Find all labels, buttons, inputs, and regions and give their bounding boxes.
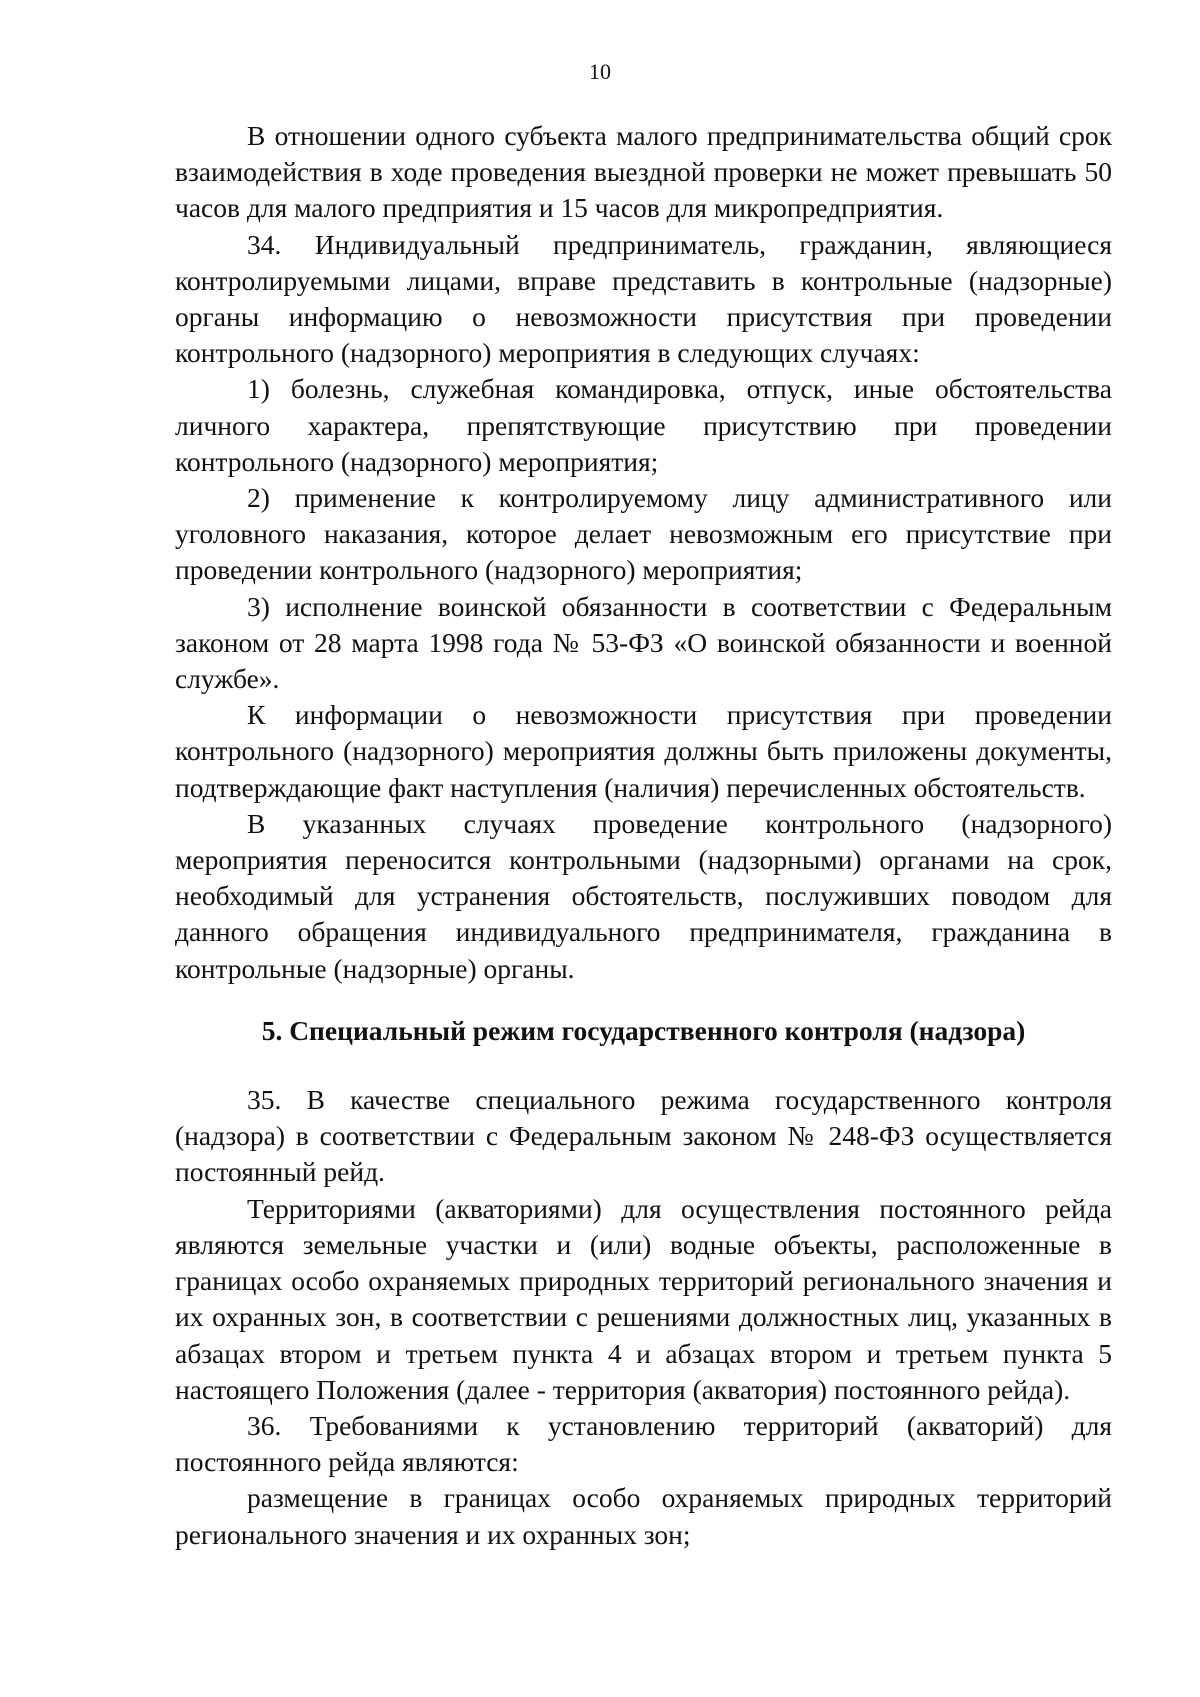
list-item-1: 1) болезнь, служебная командировка, отпуск, иные обстоятельства личного характера, препятствующие присутствию при проведении контрольного (надзорного) мероприятия;	[175, 373, 1112, 477]
paragraph-36: 36. Требованиями к установлению территорий (акваторий) для постоянного рейда являются:	[175, 1409, 1112, 1478]
document-body	[175, 118, 1112, 1553]
paragraph-34: 34. Индивидуальный предприниматель, гражданин, являющиеся контролируемыми лицами, вправе представить в контрольные (надзорные) органы информацию о невозможности присутствия при проведении контрольного (надзорного) мероприятия в следующих случаях:	[175, 228, 1112, 369]
paragraph-placement-requirement: размещение в границах особо охраняемых природных территорий регионального значения и их охранных зон;	[175, 1482, 1112, 1550]
paragraph-contact-time-limit: В отношении одного субъекта малого предпринимательства общий срок взаимодействия в ходе проведения выездной проверки не может превышать 50 часов для малого предприятия и 15 часов для микропредприятия.	[175, 120, 1112, 224]
section-title: 5. Специальный режим государственного контроля (надзора)	[261, 1014, 1026, 1046]
paragraph-territories: Территориями (акваториями) для осуществления постоянного рейда являются земельные участки и (или) водные объекты, расположенные в границах особо охраняемых природных территорий регионального значения и их охранных зон, в соответствии с решениями должностных лиц, указанных в абзацах втором и третьем пункта 4 и абзацах втором и третьем пункта 5 настоящего Положения (далее - территория (акватория) постоянного рейда).	[175, 1192, 1112, 1405]
page-number: 10	[589, 59, 611, 84]
paragraph-postponement: В указанных случаях проведение контрольного (надзорного) мероприятия переносится контрольными (надзорными) органами на срок, необходимый для устранения обстоятельств, послуживших поводом для данного обращения индивидуального предпринимателя, гражданина в контрольные (надзорные) органы.	[175, 807, 1112, 984]
paragraph-documents: К информации о невозможности присутствия при проведении контрольного (надзорного) мероприятия должны быть приложены документы, подтверждающие факт наступления (наличия) перечисленных обстоятельств.	[175, 699, 1112, 803]
paragraph-35: 35. В качестве специального режима государственного контроля (надзора) в соответствии с Федеральным законом № 248-ФЗ осуществляется постоянный рейд.	[175, 1084, 1112, 1188]
list-item-3: 3) исполнение воинской обязанности в соответствии с Федеральным законом от 28 марта 1998 года № 53-ФЗ «О воинской обязанности и военной службе».	[175, 590, 1112, 695]
list-item-2: 2) применение к контролируемому лицу административного или уголовного наказания, которое делает невозможным его присутствие при проведении контрольного (надзорного) мероприятия;	[175, 482, 1112, 586]
